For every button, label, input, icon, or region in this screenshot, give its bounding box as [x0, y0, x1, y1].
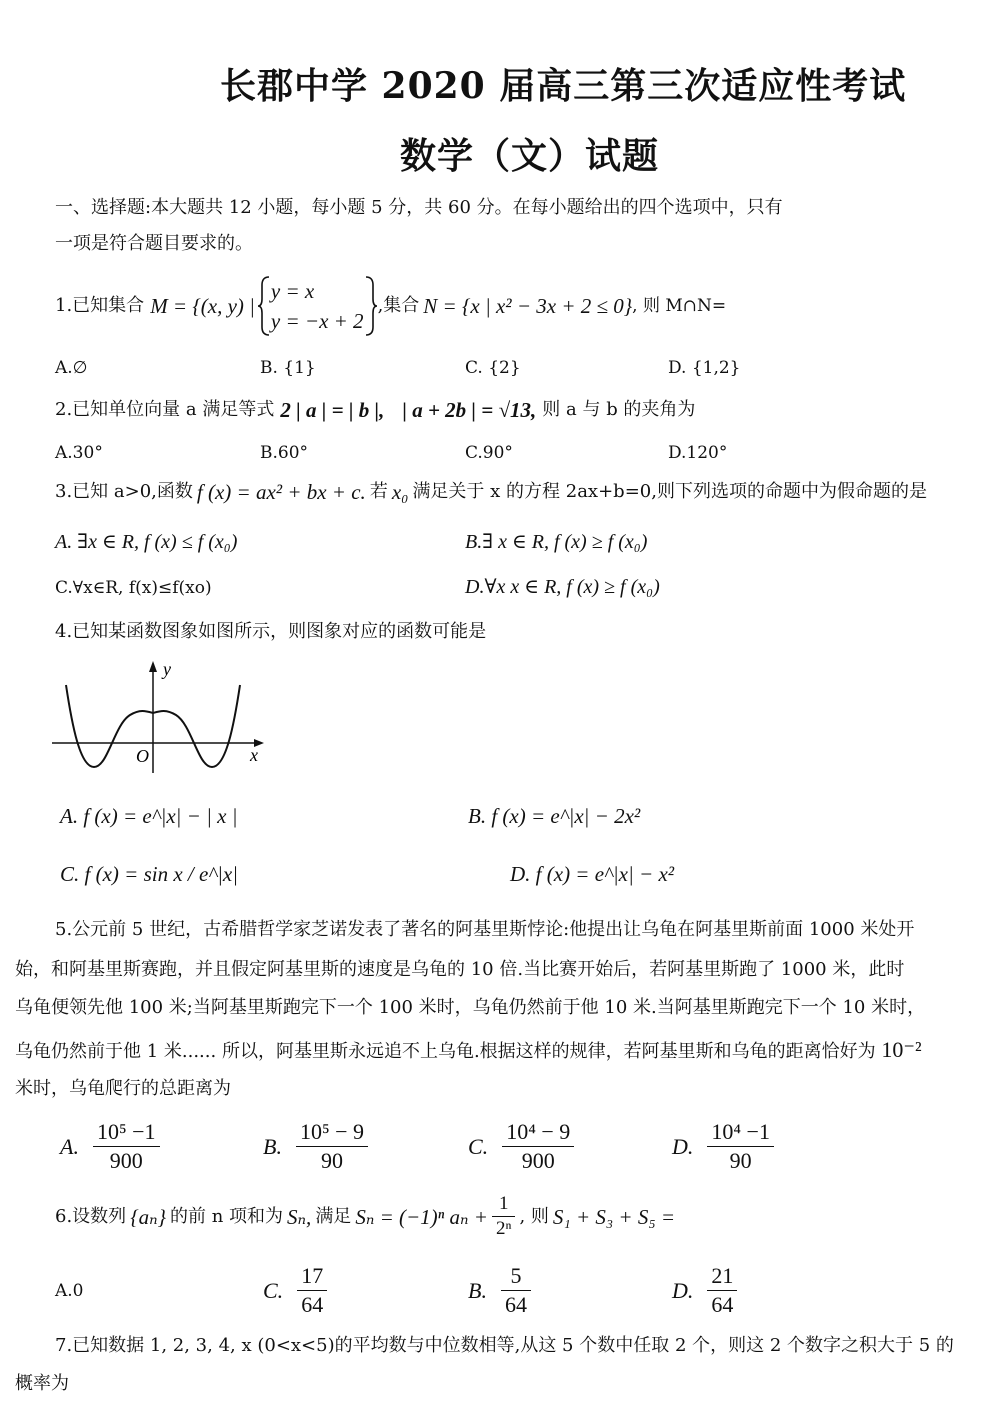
q6-option-d-letter: D. [672, 1277, 694, 1303]
q2-text-b: 则 a 与 b 的夹角为 [542, 399, 696, 420]
q1-prefix: 1.已知集合 [55, 295, 145, 316]
q6-math-a: {aₙ} [130, 1204, 166, 1229]
q1-set-n-label: ,集合 [377, 295, 420, 316]
q6-option-b [468, 1262, 531, 1319]
q5-option-d-den: 90 [729, 1148, 752, 1173]
q2-option-b: B.60° [260, 443, 309, 463]
q6-text-d: , 则 [519, 1205, 549, 1227]
q5-line4-text: 乌龟仍然前于他 1 米...... 所以，阿基里斯永远追不上乌龟.根据这样的规律，若阿基里斯和乌龟的距离恰好为 [15, 1041, 876, 1062]
q6-option-d-den: 64 [711, 1292, 734, 1317]
q6-option-b-num: 5 [501, 1262, 531, 1291]
right-brace-icon [364, 275, 378, 337]
q6-math-c: Sₙ = (−1)ⁿ aₙ + [355, 1204, 488, 1229]
q6-option-b-den: 64 [504, 1292, 527, 1317]
question-3 [55, 480, 927, 504]
question-4-text: 4.已知某函数图象如图所示，则图象对应的函数可能是 [55, 621, 487, 642]
q2-math-a: 2 | a | = | b |, [280, 398, 385, 422]
origin-label: O [136, 746, 149, 766]
q5-option-c [468, 1118, 574, 1175]
question-6 [55, 1192, 675, 1241]
q5-option-b-num: 10⁵ − 9 [296, 1118, 368, 1147]
exam-subtitle: 数学（文）试题 [400, 135, 660, 177]
q6-frac-den: 2ⁿ [495, 1218, 512, 1239]
q4-option-a: A. f (x) = e^|x| − | x | [60, 804, 238, 828]
q6-option-c [263, 1262, 327, 1319]
q3-option-b: B.∃ x ∈ R, f (x) ≥ f (x₀) [465, 531, 648, 553]
section-intro-line1: 一、选择题:本大题共 12 小题，每小题 5 分，共 60 分。在每小题给出的四个选项中，只有 [55, 197, 783, 218]
q5-option-c-den: 900 [521, 1148, 555, 1173]
q6-text-a: 6.设数列 [55, 1205, 127, 1227]
q3-option-a: A. ∃x ∈ R, f (x) ≤ f (x₀) [55, 531, 238, 553]
q4-option-b: B. f (x) = e^|x| − 2x² [468, 804, 641, 828]
q1-set-m: M = {(x, y) | [150, 294, 255, 318]
q1-set-n: N = {x | x² − 3x + 2 ≤ 0} [423, 294, 633, 318]
q5-option-b [263, 1118, 368, 1175]
q5-line3: 乌龟便领先他 100 米;当阿基里斯跑完下一个 100 米时，乌龟仍然前于他 10 米.当阿基里斯跑完下一个 10 米时， [15, 997, 926, 1018]
q6-math-b: Sₙ, [287, 1204, 312, 1229]
q3-option-d: D.∀x x ∈ R, f (x) ≥ f (x₀) [465, 576, 660, 598]
q5-option-a-den: 900 [109, 1148, 143, 1173]
q6-option-a: A.0 [55, 1281, 84, 1301]
y-axis-label: y [163, 659, 171, 679]
q2-text-a: 2.已知单位向量 a 满足等式 [55, 399, 275, 420]
y-axis-arrow-icon [149, 661, 157, 672]
q5-option-b-den: 90 [320, 1148, 343, 1173]
q5-option-d [672, 1118, 774, 1175]
q5-line4 [15, 1038, 922, 1064]
q2-option-c: C.90° [465, 443, 513, 463]
q5-option-b-letter: B. [263, 1133, 282, 1159]
q5-line5: 米时，乌龟爬行的总距离为 [15, 1078, 231, 1099]
q6-frac-num: 1 [492, 1192, 515, 1217]
q2-option-d: D.120° [668, 443, 728, 463]
q5-option-c-num: 10⁴ − 9 [502, 1118, 574, 1147]
q3-option-c: C.∀x∈R, f(x)≤f(xo) [55, 578, 212, 598]
function-graph [52, 655, 272, 775]
q1-eq1: y = x [270, 279, 315, 303]
exam-title: 长郡中学 2020 届高三第三次适应性考试 [220, 65, 907, 107]
q5-option-d-letter: D. [672, 1133, 694, 1159]
q2-math-b: | a + 2b | = √13, [402, 398, 537, 422]
q6-option-d-num: 21 [707, 1262, 737, 1291]
section-intro-line2: 一项是符合题目要求的。 [55, 233, 253, 254]
question-2 [55, 398, 695, 422]
q2-option-a: A.30° [55, 443, 103, 463]
q5-line4-math: 10⁻² [881, 1037, 922, 1062]
q4-option-d: D. f (x) = e^|x| − x² [510, 862, 675, 886]
q5-option-d-num: 10⁴ −1 [707, 1118, 774, 1147]
left-brace-icon [257, 275, 271, 337]
q1-suffix: , 则 M∩N= [632, 296, 727, 316]
q3-text-b: 若 [369, 481, 388, 502]
q4-option-c: C. f (x) = sin x / e^|x| [60, 862, 239, 886]
q5-option-a-num: 10⁵ −1 [93, 1118, 160, 1147]
q1-option-b: B. {1} [260, 358, 316, 378]
q6-option-b-letter: B. [468, 1277, 487, 1303]
question-1 [55, 274, 726, 338]
q3-math-a: f (x) = ax² + bx + c. [196, 480, 366, 504]
q6-option-c-letter: C. [263, 1277, 284, 1303]
q5-option-c-letter: C. [468, 1133, 489, 1159]
q1-option-d: D. {1,2} [668, 358, 741, 378]
q1-option-a: A.∅ [55, 358, 88, 378]
q5-line2: 始，和阿基里斯赛跑，并且假定阿基里斯的速度是乌龟的 10 倍.当比赛开始后，若阿基里斯跑了 1000 米，此时 [15, 959, 905, 980]
q3-text-a: 3.已知 a>0,函数 [55, 481, 193, 502]
q6-text-c: 满足 [315, 1205, 352, 1227]
q6-math-d: S₁ + S₃ + S₅ = [552, 1204, 676, 1229]
q1-option-c: C. {2} [465, 358, 521, 378]
q6-option-c-num: 17 [297, 1262, 327, 1291]
q3-text-c: 满足关于 x 的方程 2ax+b=0,则下列选项的命题中为假命题的是 [412, 481, 927, 502]
q5-line1: 5.公元前 5 世纪，古希腊哲学家芝诺发表了著名的阿基里斯悖论:他提出让乌龟在阿基里斯前面 1000 米处开 [55, 919, 915, 940]
q6-option-c-den: 64 [301, 1292, 324, 1317]
q3-math-b: x₀ [391, 480, 409, 504]
q5-option-a-letter: A. [60, 1133, 79, 1159]
q7-line2: 概率为 [15, 1373, 69, 1394]
x-axis-label: x [250, 745, 258, 765]
q6-option-d [672, 1262, 737, 1319]
q6-text-b: 的前 n 项和为 [170, 1205, 284, 1227]
q1-eq2: y = −x + 2 [270, 309, 364, 333]
q7-line1: 7.已知数据 1, 2, 3, 4, x (0<x<5)的平均数与中位数相等,从这 5 个数中任取 2 个，则这 2 个数字之积大于 5 的 [55, 1335, 954, 1356]
q5-option-a [60, 1118, 160, 1175]
